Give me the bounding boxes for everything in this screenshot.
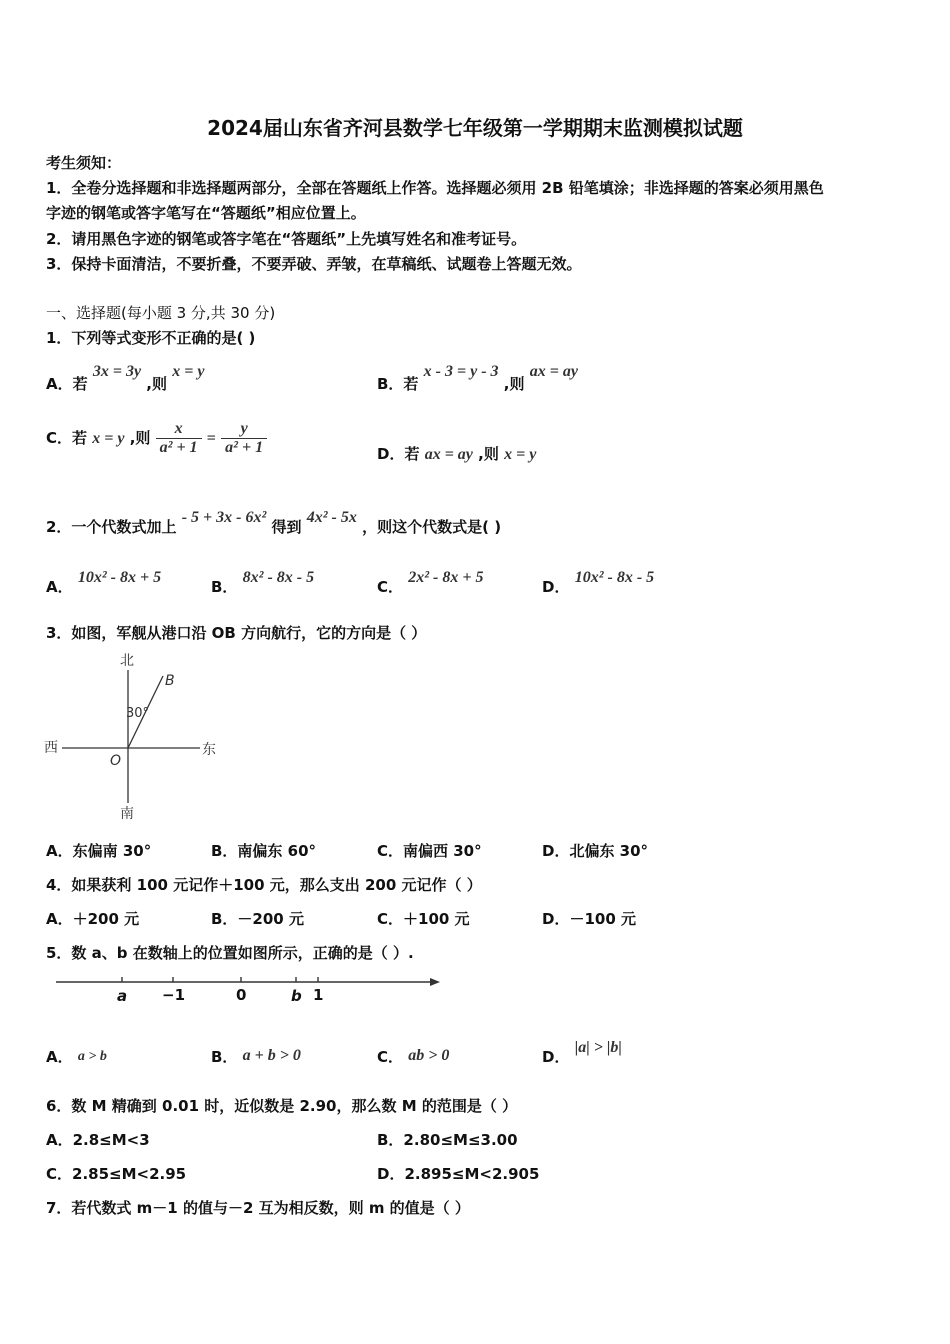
q1-c-mid: ,则 [129,429,151,447]
q5-d-expr: |a| > |b| [574,1039,622,1056]
q2-b-expr: 8x² - 8x - 5 [242,569,315,586]
axis-label-a: a [117,987,128,1005]
q2-post: ，则这个代数式是( ) [362,518,502,536]
q3-option-a: A．东偏南 30° [46,842,152,860]
q5-a-label: A． [46,1048,73,1066]
q2-expr-added: - 5 + 3x - 6x² [181,509,267,526]
axis-label-zero: 0 [236,986,247,1004]
q5-stem: 5．数 a、b 在数轴上的位置如图所示，正确的是（ ）. [46,944,414,962]
q2-b-label: B． [211,578,238,596]
label-north: 北 [120,653,134,669]
q1-d-cond: ax = ay [424,446,473,463]
q4-option-b: B．－200 元 [211,910,304,928]
q1-c-num-right: y [221,420,267,439]
q2-c-expr: 2x² - 8x + 5 [408,569,484,586]
q1-b-cond: x - 3 = y - 3 [423,363,499,380]
label-south: 南 [120,806,134,822]
q6-option-b: B．2.80≤M≤3.00 [377,1131,518,1149]
q6-option-d: D．2.895≤M<2.905 [377,1165,540,1183]
q6-stem: 6．数 M 精确到 0.01 时，近似数是 2.90，那么数 M 的范围是（ ） [46,1097,518,1115]
q3-option-b: B．南偏东 60° [211,842,317,860]
q2-expr-result: 4x² - 5x [306,509,357,526]
q1-c-cond: x = y [92,430,125,447]
q5-number-line [52,970,447,1010]
q2-option-c [377,569,484,597]
q1-c-fraction-left [156,420,202,457]
q2-pre: 2．一个代数式加上 [46,518,177,536]
q1-a-mid: ,则 [146,375,167,393]
q1-b-result: ax = ay [529,363,578,380]
q1-option-d [377,443,536,464]
q1-d-mid: ,则 [478,445,499,463]
q5-c-label: C． [377,1048,404,1066]
q1-c-den-left: a² + 1 [159,439,198,456]
q2-c-label: C． [377,578,404,596]
q3-option-c: C．南偏西 30° [377,842,482,860]
axis-label-b: b [291,987,302,1005]
q6-option-a: A．2.8≤M<3 [46,1131,150,1149]
label-angle: 30° [126,706,150,721]
q2-d-expr: 10x² - 8x - 5 [574,569,655,586]
q5-option-a [46,1046,107,1067]
q1-option-c [46,420,267,457]
q4-stem: 4．如果获利 100 元记作＋100 元，那么支出 200 元记作（ ） [46,876,482,894]
q2-mid: 得到 [271,518,302,536]
q4-option-c: C．＋100 元 [377,910,470,928]
axis-label-one: 1 [313,986,324,1004]
q1-a-label: A．若 [46,375,88,393]
q2-option-d [542,569,655,597]
notice-line-3: 3．保持卡面清洁，不要折叠，不要弄破、弄皱，在草稿纸、试题卷上答题无效。 [46,255,582,273]
q4-option-a: A．＋200 元 [46,910,140,928]
q5-option-d [542,1039,622,1067]
page-title: 2024届山东省齐河县数学七年级第一学期期末监测模拟试题 [207,116,743,140]
label-origin: O [110,753,122,769]
q5-b-label: B． [211,1048,238,1066]
q1-option-a [46,363,205,394]
section-heading: 一、选择题(每小题 3 分,共 30 分) [46,304,276,322]
notice-line-1b: 字迹的钢笔或答字笔写在“答题纸”相应位置上。 [46,204,366,222]
q1-d-result: x = y [504,446,537,463]
q2-option-a [46,569,162,597]
axis-label-minus-one: −1 [162,986,186,1004]
axis-arrow [430,978,440,986]
q2-a-label: A． [46,578,73,596]
label-point-b: B [165,673,175,689]
label-east: 东 [202,742,216,758]
q1-d-label: D．若 [377,445,420,463]
q4-option-d: D．－100 元 [542,910,636,928]
q5-a-expr: a > b [77,1049,107,1064]
q2-option-b [211,569,315,597]
q1-c-den-right: a² + 1 [225,439,264,456]
q3-stem: 3．如图，军舰从港口沿 OB 方向航行，它的方向是（ ） [46,624,427,642]
q5-d-label: D． [542,1048,570,1066]
q3-option-d: D．北偏东 30° [542,842,649,860]
q5-c-expr: ab > 0 [408,1047,450,1064]
q1-a-cond: 3x = 3y [92,363,142,380]
label-west: 西 [44,740,58,756]
q5-option-b [211,1046,301,1067]
q1-a-result: x = y [172,363,205,380]
q1-c-equals: = [206,430,216,447]
q1-stem: 1．下列等式变形不正确的是( ) [46,329,256,347]
q1-b-mid: ,则 [503,375,525,393]
notice-line-2: 2．请用黑色字迹的钢笔或答字笔在“答题纸”上先填写姓名和准考证号。 [46,230,527,248]
q2-stem [46,509,502,537]
notice-heading: 考生须知： [46,154,122,172]
q1-c-label: C．若 [46,429,88,447]
q2-d-label: D． [542,578,570,596]
q2-a-expr: 10x² - 8x + 5 [77,569,162,586]
q1-c-num-left: x [156,420,202,439]
q7-stem: 7．若代数式 m－1 的值与－2 互为相反数，则 m 的值是（ ） [46,1199,470,1217]
notice-line-1: 1．全卷分选择题和非选择题两部分，全部在答题纸上作答。选择题必须用 2B 铅笔填涂；非选择题的答案必须用黑色 [46,179,824,197]
q3-compass-figure [40,648,240,826]
q5-option-c [377,1046,449,1067]
q5-b-expr: a + b > 0 [242,1047,301,1064]
q6-option-c: C．2.85≤M<2.95 [46,1165,187,1183]
q1-c-fraction-right [221,420,267,457]
q1-b-label: B．若 [377,375,419,393]
q1-option-b [377,363,578,394]
